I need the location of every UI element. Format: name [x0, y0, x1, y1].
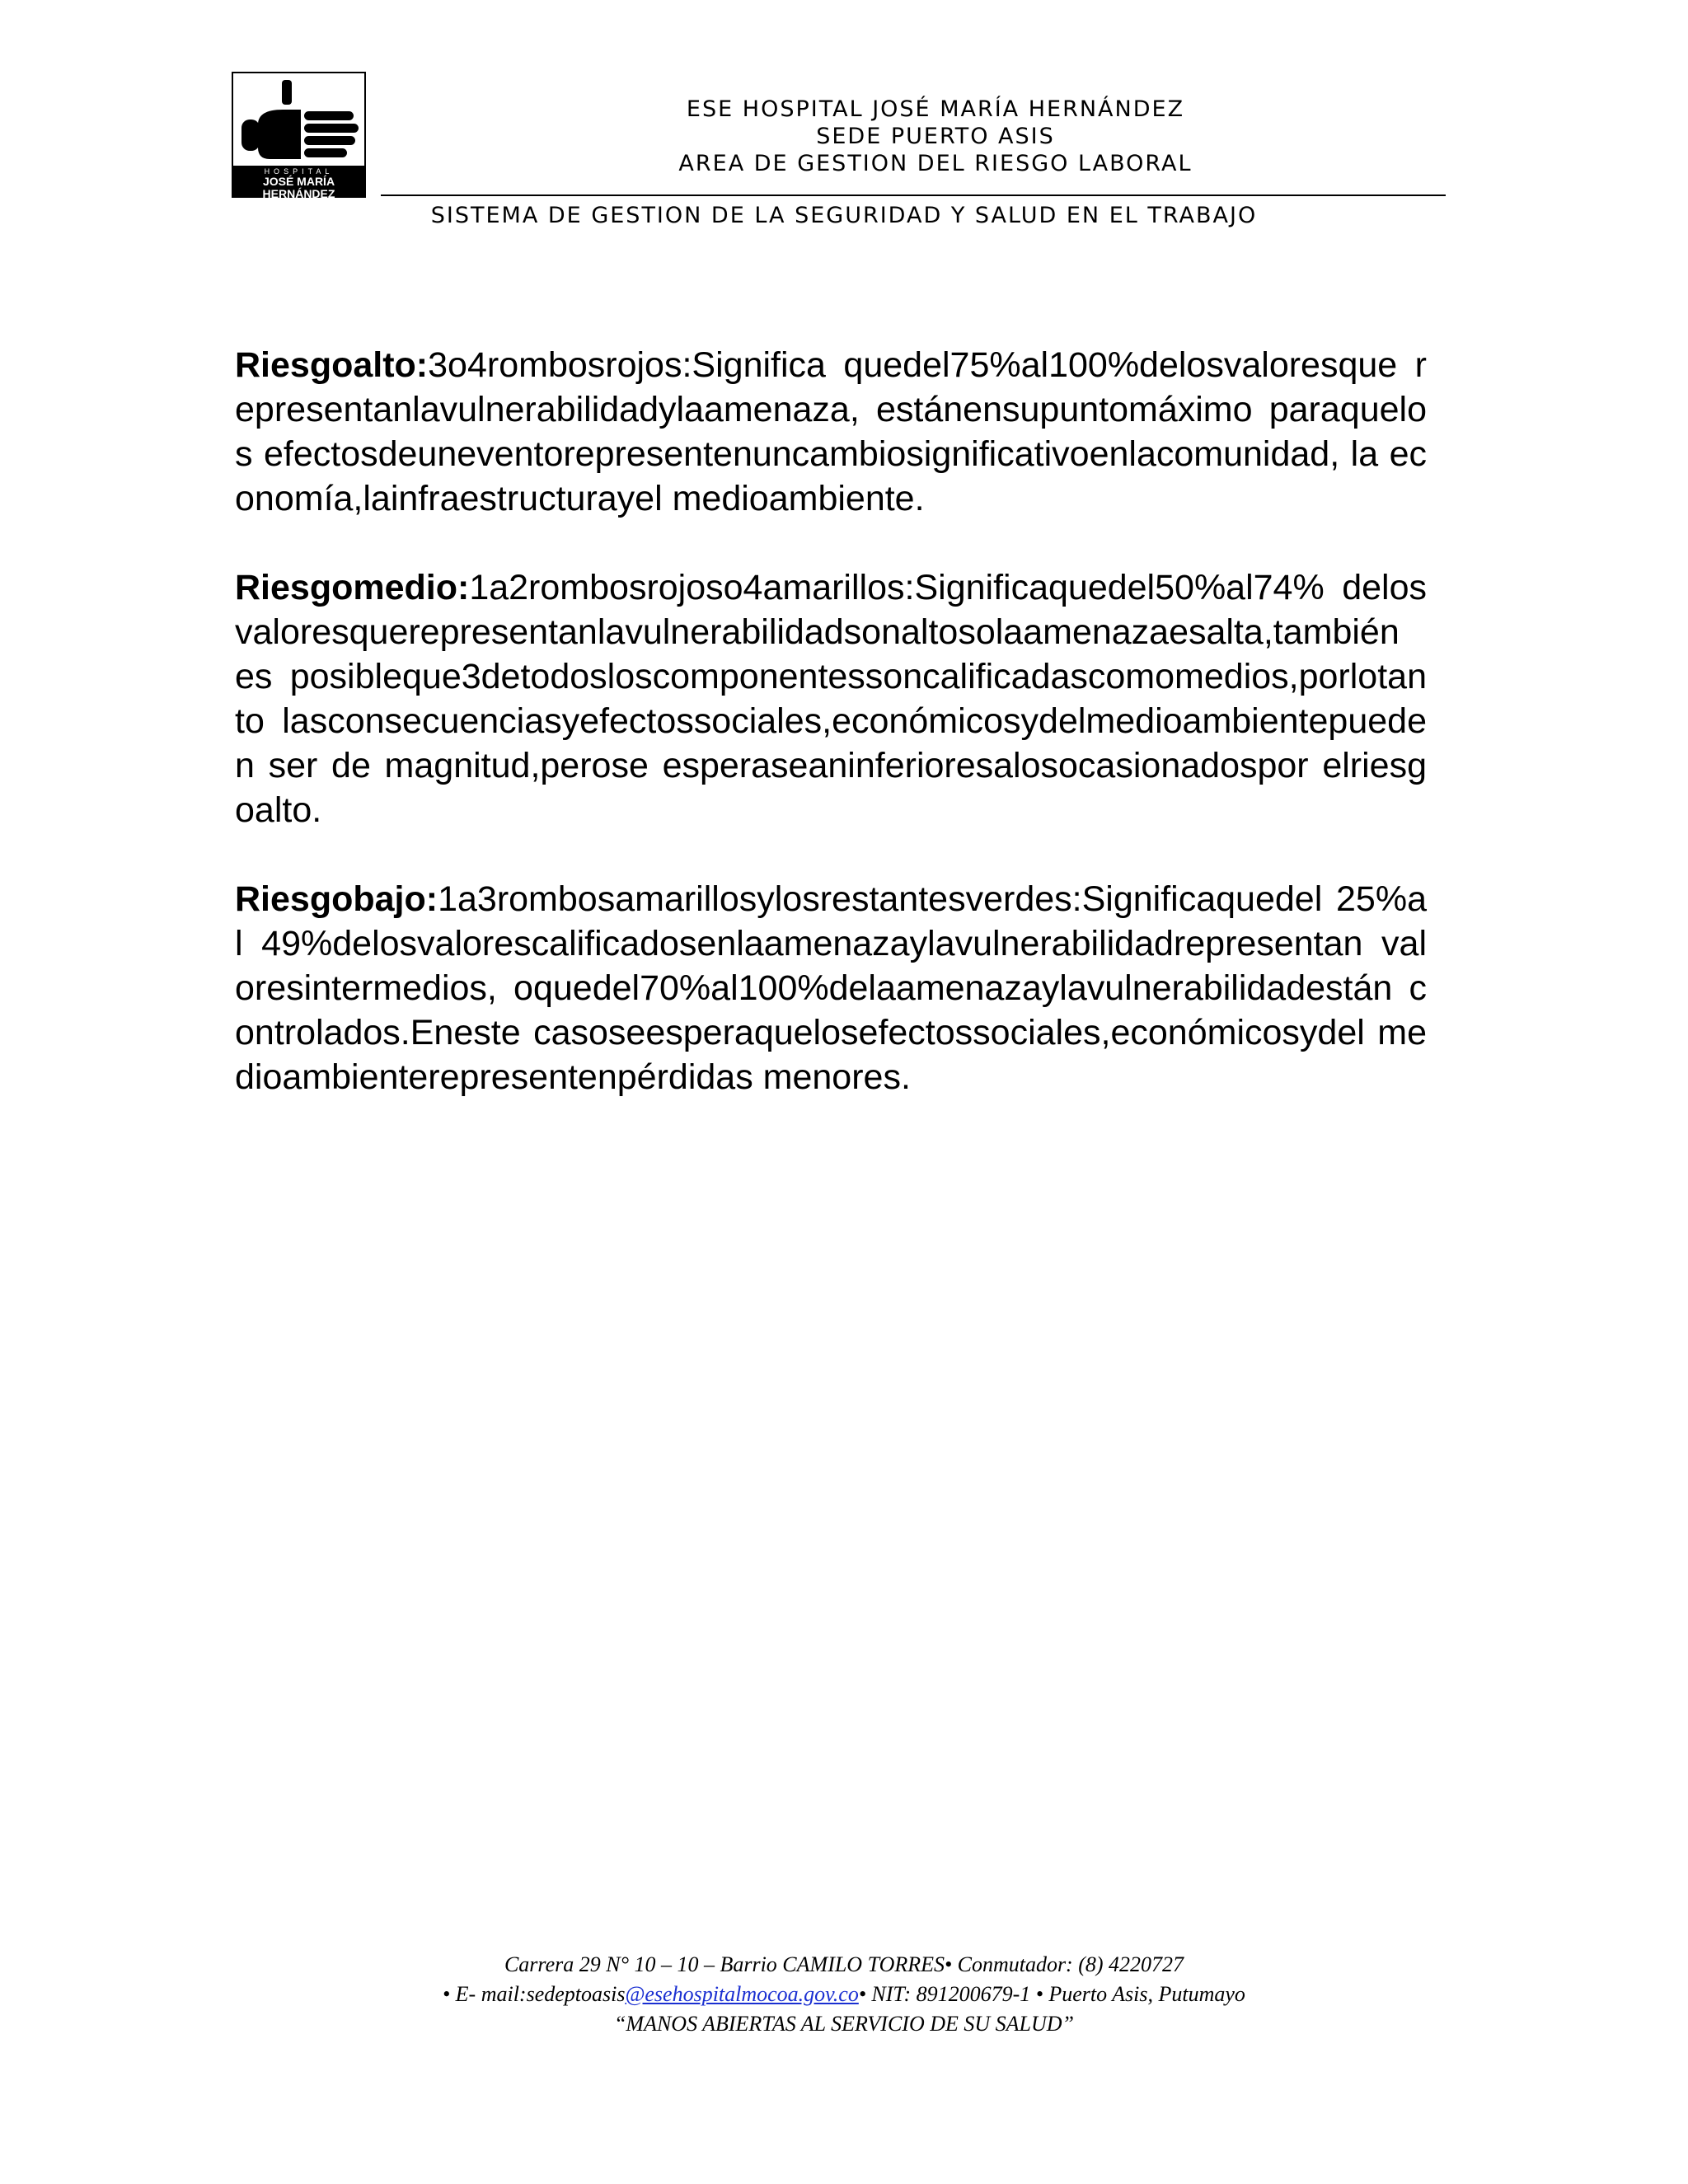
logo-band: [233, 166, 364, 206]
risk-high-label: Riesgoalto:: [235, 345, 429, 385]
logo-subtitle: EMPRESA SOCIAL DEL ESTADO: [260, 201, 337, 206]
risk-medium-paragraph: [235, 565, 1427, 832]
footer-email-prefix: • E- mail:sedeptoasis: [443, 1982, 626, 2006]
hand-logo-icon: [233, 73, 364, 166]
footer-address: Carrera 29 N° 10 – 10 – Barrio CAMILO TORRES• Conmutador: (8) 4220727: [504, 1952, 1184, 1976]
footer-email-link[interactable]: @esehospitalmocoa.gov.co: [625, 1982, 859, 2006]
organization-heading: [462, 96, 1409, 177]
system-title: SISTEMA DE GESTION DE LA SEGURIDAD Y SALUD EN EL TRABAJO: [430, 203, 1258, 228]
risk-medium-label: Riesgomedio:: [235, 568, 470, 607]
risk-medium-text: 1a2rombosrojoso4amarillos:Significaquedel50%al74% delos valoresquerepresentanlavulnerabilidadsonaltosolaamenazaesalta,también es posibleque3detodosloscomponentessoncalificadascomomedios,porlotanto lasconsecuenciasyefectossociales,económicosydelmedioambientepueden ser de magnitud,perose esperaseaninferioresalosocasionadospor elriesgoalto.: [235, 568, 1427, 830]
org-line-area: AREA DE GESTION DEL RIESGO LABORAL: [678, 151, 1193, 176]
footer-nit-location: • NIT: 891200679-1 • Puerto Asis, Putumayo: [858, 1982, 1245, 2006]
footer-contact: [247, 1980, 1441, 2009]
org-line-hospital: ESE HOSPITAL JOSÉ MARÍA HERNÁNDEZ: [686, 96, 1185, 122]
risk-high-text: 3o4rombosrojos:Significa quedel75%al100%delosvaloresque representanlavulnerabilidadylaamenaza, estánensupuntomáximo paraquelos efectosdeuneventorepresentenuncambiosignificativoenlacomunidad, la economía,lainfraestructurayel medioambiente.: [235, 345, 1427, 518]
risk-low-text: 1a3rombosamarillosylosrestantesverdes:Significaquedel 25%al 49%delosvalorescalificadosenlaamenazaylavulnerabilidadrepresentan valoresintermedios, oquedel70%al100%delaamenazaylavulnerabilidadestán controlados.Eneste casoseesperaquelosefectossociales,económicosydel medioambienterepresentenpérdidas menores.: [235, 879, 1427, 1097]
footer-motto: “MANOS ABIERTAS AL SERVICIO DE SU SALUD”: [613, 2012, 1075, 2036]
risk-low-paragraph: [235, 877, 1427, 1099]
header-divider: [381, 194, 1446, 196]
logo-name: JOSÉ MARÍA HERNÁNDEZ: [262, 175, 335, 200]
risk-high-paragraph: [235, 343, 1427, 521]
page-footer: [247, 1950, 1441, 2039]
hospital-logo: [232, 72, 366, 206]
document-body: [235, 343, 1427, 1144]
org-line-sede: SEDE PUERTO ASIS: [816, 124, 1055, 149]
risk-low-label: Riesgobajo:: [235, 879, 438, 919]
logo-top-text: HOSPITAL: [264, 167, 334, 176]
